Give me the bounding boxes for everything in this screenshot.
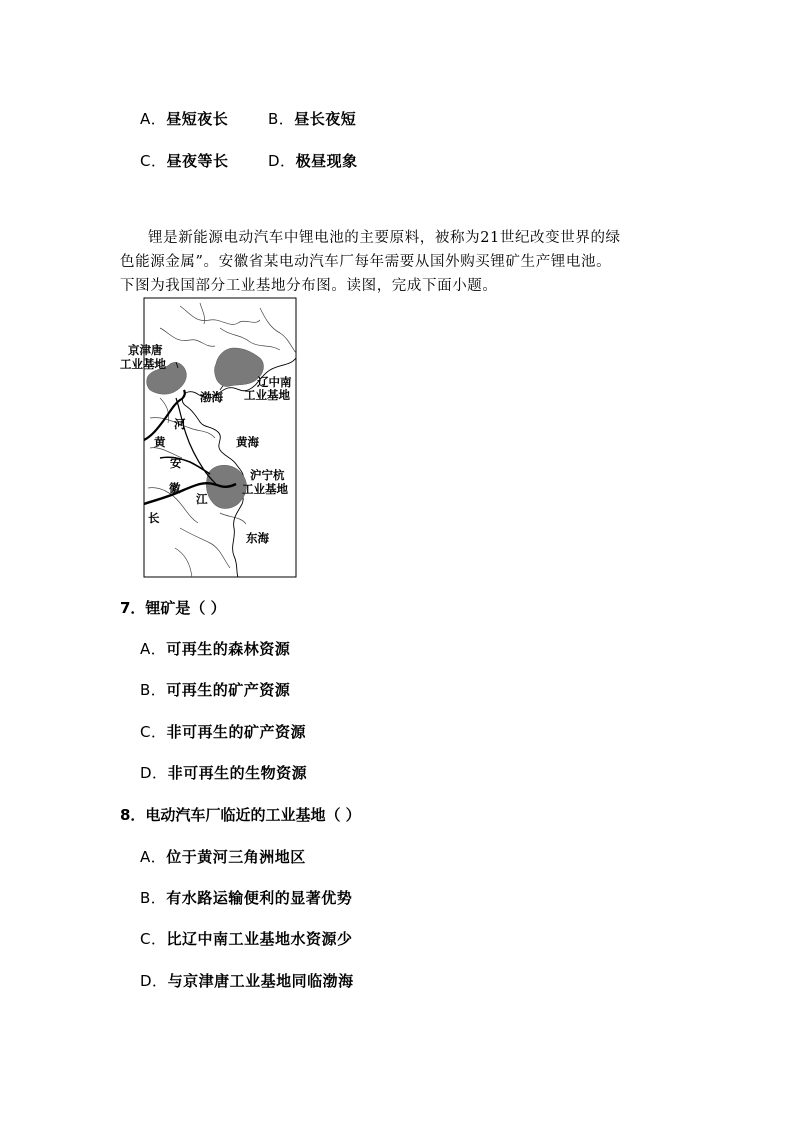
- q7-option-d[interactable]: D．非可再生的生物资源: [140, 764, 308, 782]
- map-figure: [120, 298, 306, 578]
- q7-option-c[interactable]: C．非可再生的矿产资源: [140, 723, 306, 741]
- industrial-base-map: [120, 298, 306, 578]
- label-bohai: 渤海: [200, 390, 223, 404]
- q8-option-a[interactable]: A．位于黄河三角洲地区: [140, 848, 306, 866]
- prev-option-d: D．极昼现象: [268, 152, 358, 170]
- question-7-stem: 7．锂矿是（ ）: [120, 599, 226, 617]
- label-chang: 长: [148, 511, 160, 525]
- label-lzn-2: 工业基地: [244, 388, 290, 402]
- q7-option-b[interactable]: B．可再生的矿产资源: [140, 681, 291, 699]
- q8-option-b[interactable]: B．有水路运输便利的显著优势: [140, 889, 353, 907]
- label-he: 河: [174, 417, 186, 431]
- label-lzn-1: 辽中南: [257, 375, 292, 389]
- prev-option-c: C．昼夜等长: [140, 152, 229, 170]
- label-huang: 黄: [154, 435, 166, 449]
- prev-option-a: A．昼短夜长: [140, 110, 229, 128]
- q8-option-c[interactable]: C．比辽中南工业基地水资源少: [140, 930, 353, 948]
- passage-line-3: 下图为我国部分工业基地分布图。读图，完成下面小题。: [120, 278, 498, 294]
- label-hui: 徽: [169, 481, 181, 495]
- question-8-stem: 8．电动汽车厂临近的工业基地（ ）: [120, 806, 361, 824]
- passage-line-2: 色能源金属”。安徽省某电动汽车厂每年需要从国外购买锂矿生产锂电池。: [120, 254, 612, 270]
- label-hnh-2: 工业基地: [242, 482, 288, 496]
- label-jiang: 江: [196, 492, 208, 506]
- label-donghai: 东海: [246, 531, 269, 545]
- q7-option-a[interactable]: A．可再生的森林资源: [140, 640, 291, 658]
- label-jjt-2: 工业基地: [120, 357, 166, 371]
- passage-line-1: 锂是新能源电动汽车中锂电池的主要原料，被称为21世纪改变世界的绿: [148, 230, 621, 246]
- label-jjt-1: 京津唐: [128, 343, 163, 357]
- label-hnh-1: 沪宁杭: [250, 468, 285, 482]
- label-huanghai: 黄海: [236, 435, 259, 449]
- label-an: 安: [170, 456, 182, 470]
- prev-option-b: B．昼长夜短: [268, 110, 357, 128]
- q8-option-d[interactable]: D．与京津唐工业基地同临渤海: [140, 972, 354, 990]
